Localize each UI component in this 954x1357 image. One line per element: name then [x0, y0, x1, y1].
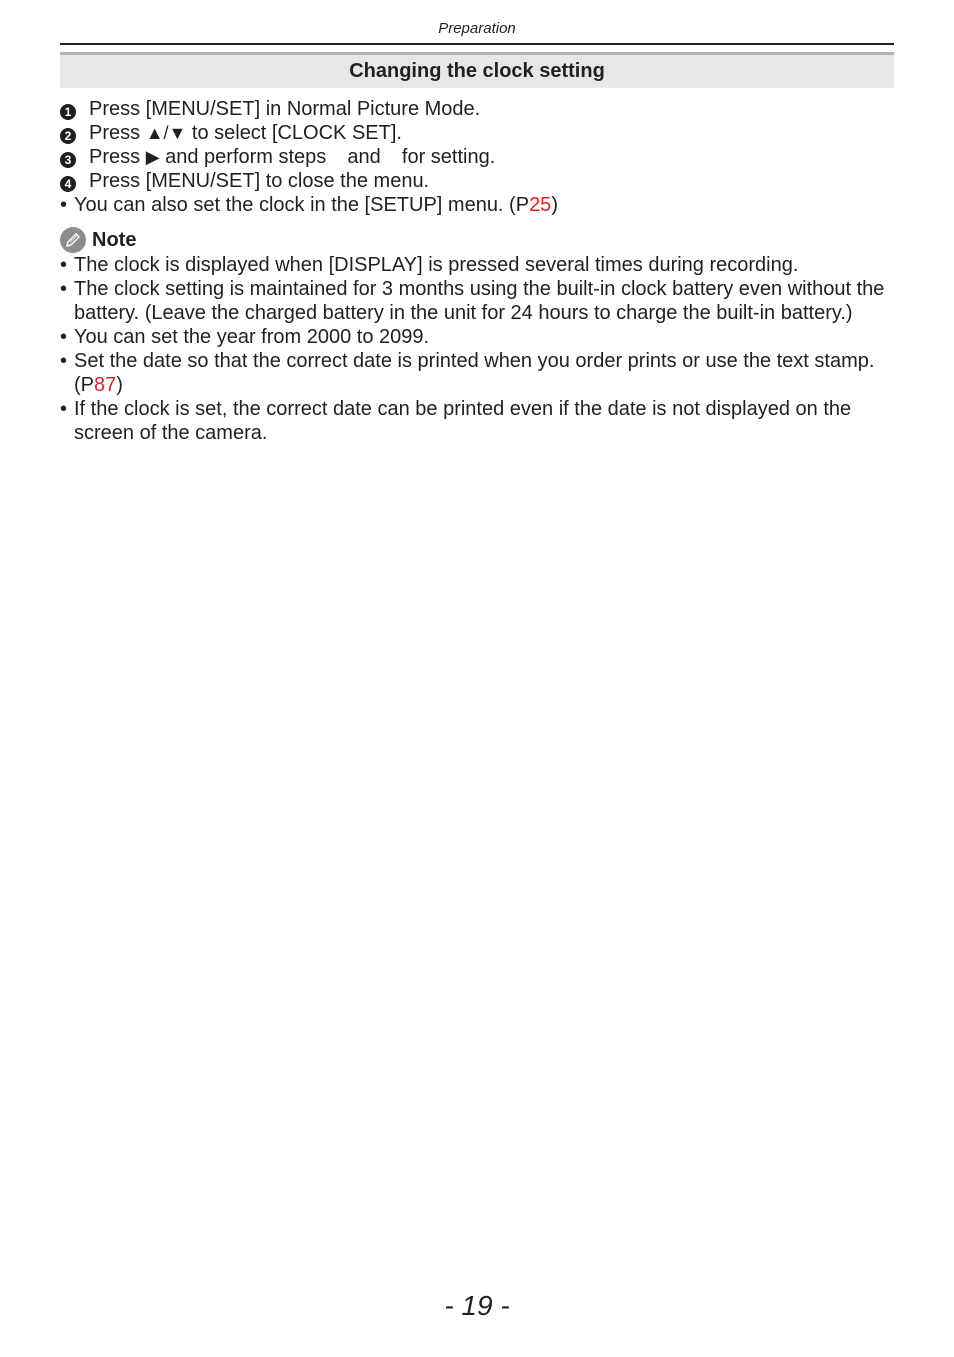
step-text-post: to select [CLOCK SET]. [186, 122, 402, 144]
note-item-text: If the clock is set, the correct date can be printed even if the date is not displayed on the screen of the camera. [74, 398, 852, 444]
step-text-pre: Press [89, 146, 146, 168]
page-link-25[interactable]: 25 [529, 194, 552, 216]
step-number-badge: 4 [60, 176, 76, 192]
note-item-close: ) [116, 374, 123, 396]
page-header-section-name: Preparation [438, 20, 516, 37]
note-label: Note [92, 229, 137, 251]
step-text: Press [MENU/SET] to close the menu. [89, 170, 430, 192]
bullet-dot: • [60, 254, 68, 276]
step-2 [60, 121, 894, 145]
step-text-pre: Press [89, 122, 146, 144]
step-number-badge: 3 [60, 152, 76, 168]
section-title-bar [60, 52, 894, 88]
header-rule [60, 43, 894, 45]
bullet-dot: • [60, 278, 68, 300]
right-arrow-icon: ▶ [145, 147, 160, 167]
note-header [60, 227, 894, 253]
bullet-dot: • [60, 398, 68, 420]
step-4 [60, 169, 894, 193]
note-item [60, 277, 894, 325]
bullet-dot: • [60, 194, 68, 216]
step-text-mid2: and [341, 146, 387, 168]
note-item-text: The clock setting is maintained for 3 months using the built-in clock battery even without the battery. (Leave the charged battery in the unit for 24 hours to charge the built-in battery.) [74, 278, 885, 324]
note-item [60, 325, 894, 349]
step-text [89, 145, 495, 169]
note-item-text: The clock is displayed when [DISPLAY] is pressed several times during recording. [74, 254, 799, 276]
setup-tip-close: ) [551, 194, 558, 216]
step-1 [60, 97, 894, 121]
section-title: Changing the clock setting [349, 60, 605, 82]
setup-tip-text [74, 193, 894, 217]
main-content [60, 97, 894, 445]
page-link-87[interactable]: 87 [94, 374, 117, 396]
note-item [60, 349, 894, 397]
bullet-dot: • [60, 350, 68, 372]
bullet-dot: • [60, 326, 68, 348]
step-number-badge: 2 [60, 128, 76, 144]
setup-tip-body: You can also set the clock in the [SETUP] menu. (P [74, 194, 530, 216]
note-item [60, 253, 894, 277]
step-text-post: for setting. [396, 146, 496, 168]
note-item [60, 397, 894, 445]
step-text: Press [MENU/SET] in Normal Picture Mode. [89, 98, 481, 120]
up-down-arrow-icon: ▲/▼ [145, 123, 187, 143]
setup-tip [60, 193, 894, 217]
note-item-text: You can set the year from 2000 to 2099. [74, 326, 430, 348]
pencil-icon [60, 227, 86, 253]
step-text-mid1: and perform steps [159, 146, 332, 168]
step-text [89, 121, 402, 145]
page-number: - 19 - [444, 1290, 510, 1321]
note-item-body: Set the date so that the correct date is printed when you order prints or use the text stamp. (P [74, 350, 875, 396]
step-3 [60, 145, 894, 169]
note-item-text [74, 349, 894, 397]
step-number-badge: 1 [60, 104, 76, 120]
